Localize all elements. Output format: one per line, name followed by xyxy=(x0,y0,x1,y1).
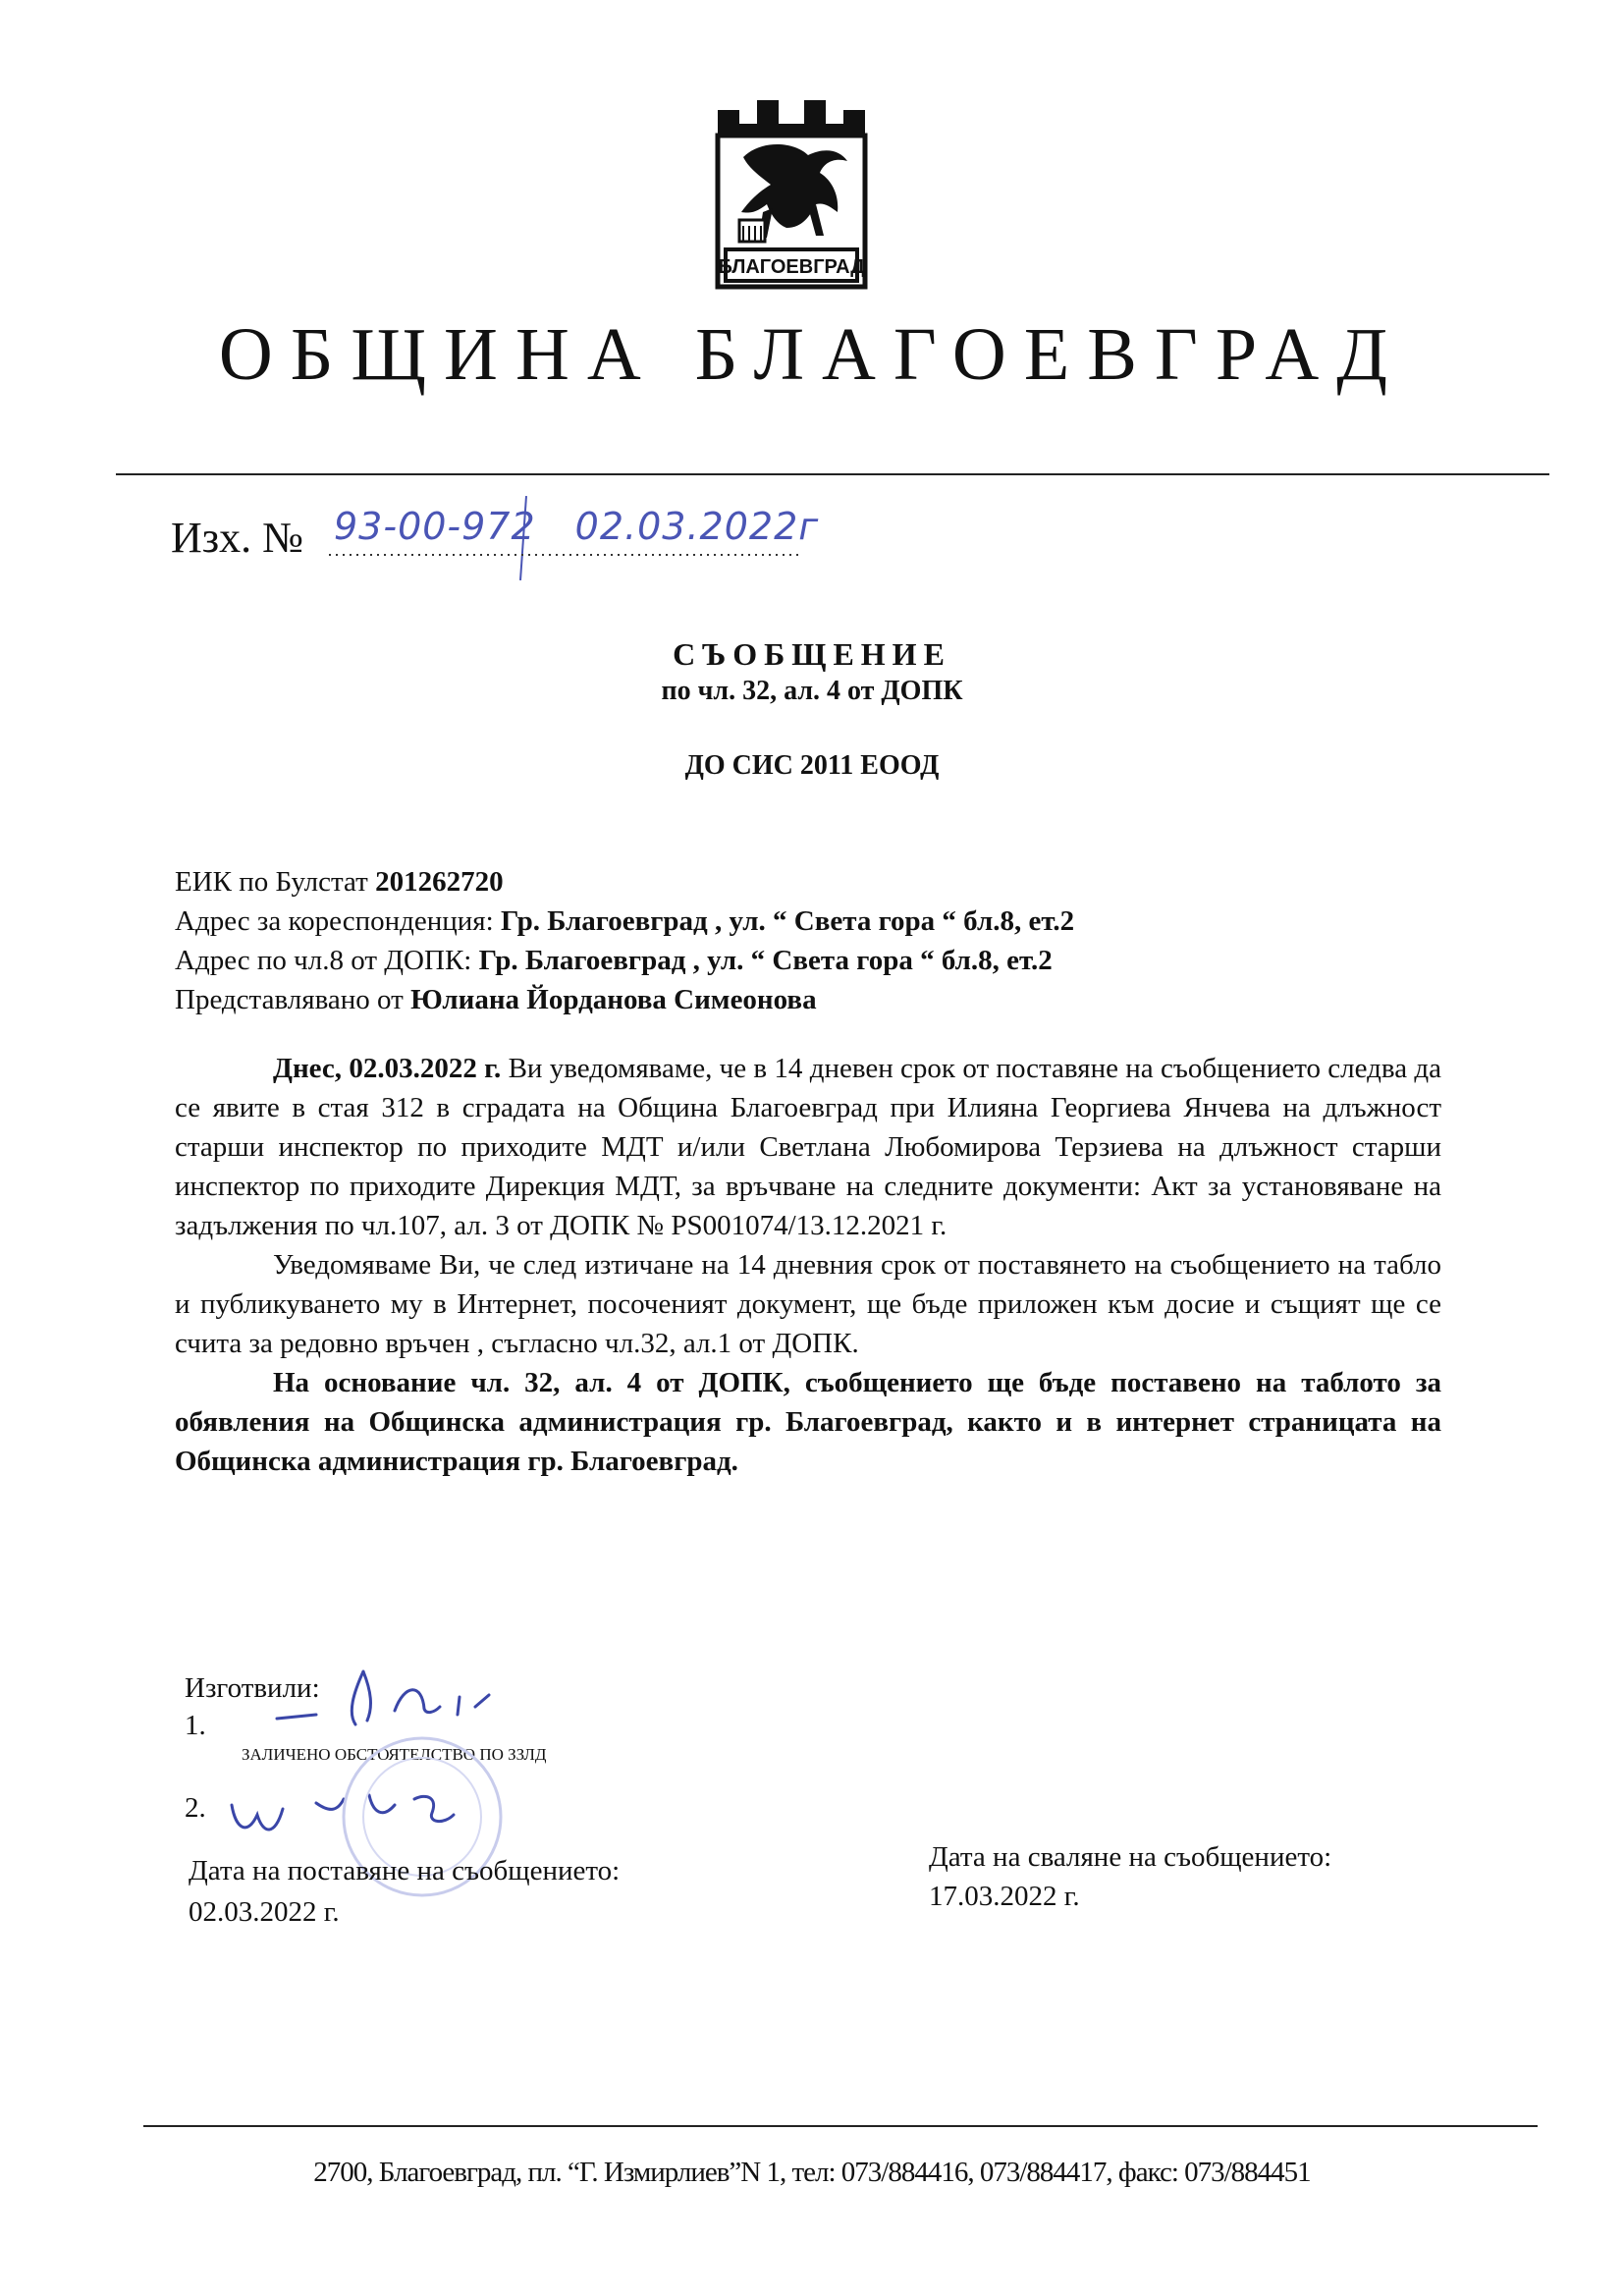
info-correspondence-address xyxy=(175,905,1074,938)
info-value: Гр. Благоевград , ул. “ Света гора “ бл.8, ет.2 xyxy=(500,905,1075,937)
info-value: 201262720 xyxy=(375,866,504,898)
posting-date-label: Дата на поставяне на съобщението: xyxy=(189,1855,621,1886)
notice-legal-basis: по чл. 32, ал. 4 от ДОПК xyxy=(661,676,963,706)
preparer-2-number: 2. xyxy=(185,1792,206,1824)
notice-title: СЪОБЩЕНИЕ xyxy=(673,636,951,672)
logo-text: БЛАГОЕВГРАД xyxy=(718,256,865,278)
outgoing-number-handwritten xyxy=(334,505,819,548)
signature-1 xyxy=(257,1662,552,1732)
notice-recipient: ДО СИС 2011 ЕООД xyxy=(684,750,940,781)
body-paragraph-3 xyxy=(175,1363,1441,1481)
info-value: Юлиана Йорданова Симеонова xyxy=(410,984,817,1015)
municipality-title: ОБЩИНА БЛАГОЕВГРАД xyxy=(218,313,1406,396)
removal-date-value: 17.03.2022 г. xyxy=(929,1881,1080,1912)
posting-date-value: 02.03.2022 г. xyxy=(189,1896,340,1928)
notice-body xyxy=(175,1049,1441,1481)
body-paragraph-2: Уведомяваме Ви, че след изтичане на 14 дневния срок от поставянето на съобщението на табло и публикуването му в Интернет, посоченият документ, ще бъде приложен към досие и същият ще се счита за редовно връчен , съгласно чл.32, ал.1 от ДОПК. xyxy=(175,1249,1441,1359)
info-represented-by xyxy=(175,984,817,1016)
dotted-underline xyxy=(329,552,800,558)
preparer-1-number: 1. xyxy=(185,1710,206,1741)
body-text: Ви уведомяваме, че в 14 дневен срок от поставяне на съобщението следва да се явите в стая 312 в сградата на Община Благоевград при Илияна Георгиева Янчева на длъжност старши инспектор по приходите МДТ и/или Светлана Любомирова Терзиева на длъжност старши инспектор по приходите Дирекция МДТ, за връчване на следните документи: Акт за установяване на задължения по чл.107, ал. 3 от ДОПК № PS001074/13.12.2021 г. xyxy=(175,1053,1442,1241)
body-paragraph-1 xyxy=(175,1049,1441,1245)
info-label: Представлявано от xyxy=(175,984,411,1015)
handwritten-date: 02.03.2022г xyxy=(574,505,820,548)
redacted-note: ЗАЛИЧЕНО ОБСТОЯТЕЛСТВО ПО ЗЗЛД xyxy=(242,1745,547,1764)
outgoing-number-label: Изх. № xyxy=(171,514,304,562)
info-dopk-address xyxy=(175,945,1053,977)
body-legal-notice: На основание чл. 32, ал. 4 от ДОПК, съобщението ще бъде поставено на таблото за обявления на Общинска администрация гр. Благоевград, както и в интернет страницата на Общинска администрация гр. Благоевград. xyxy=(175,1367,1441,1477)
info-label: Адрес по чл.8 от ДОПК: xyxy=(175,945,479,976)
address-footer: 2700, Благоевград, пл. “Г. Измирлиев”N 1, тел: 073/884416, 073/884417, факс: 073/884451 xyxy=(313,2157,1311,2188)
municipality-coat-of-arms xyxy=(714,98,869,291)
info-eik xyxy=(175,866,504,899)
prepared-by-label: Изготвили: xyxy=(185,1672,320,1704)
removal-date-label: Дата на сваляне на съобщението: xyxy=(929,1841,1332,1873)
info-value: Гр. Благоевград , ул. “ Света гора “ бл.8, ет.2 xyxy=(478,945,1053,976)
handwritten-number: 93-00-972 xyxy=(334,505,536,548)
info-label: ЕИК по Булстат xyxy=(175,866,376,898)
header-divider xyxy=(116,473,1549,475)
info-label: Адрес за кореспонденция: xyxy=(175,905,501,937)
footer-divider xyxy=(143,2125,1538,2127)
body-date: Днес, 02.03.2022 г. xyxy=(273,1053,502,1084)
